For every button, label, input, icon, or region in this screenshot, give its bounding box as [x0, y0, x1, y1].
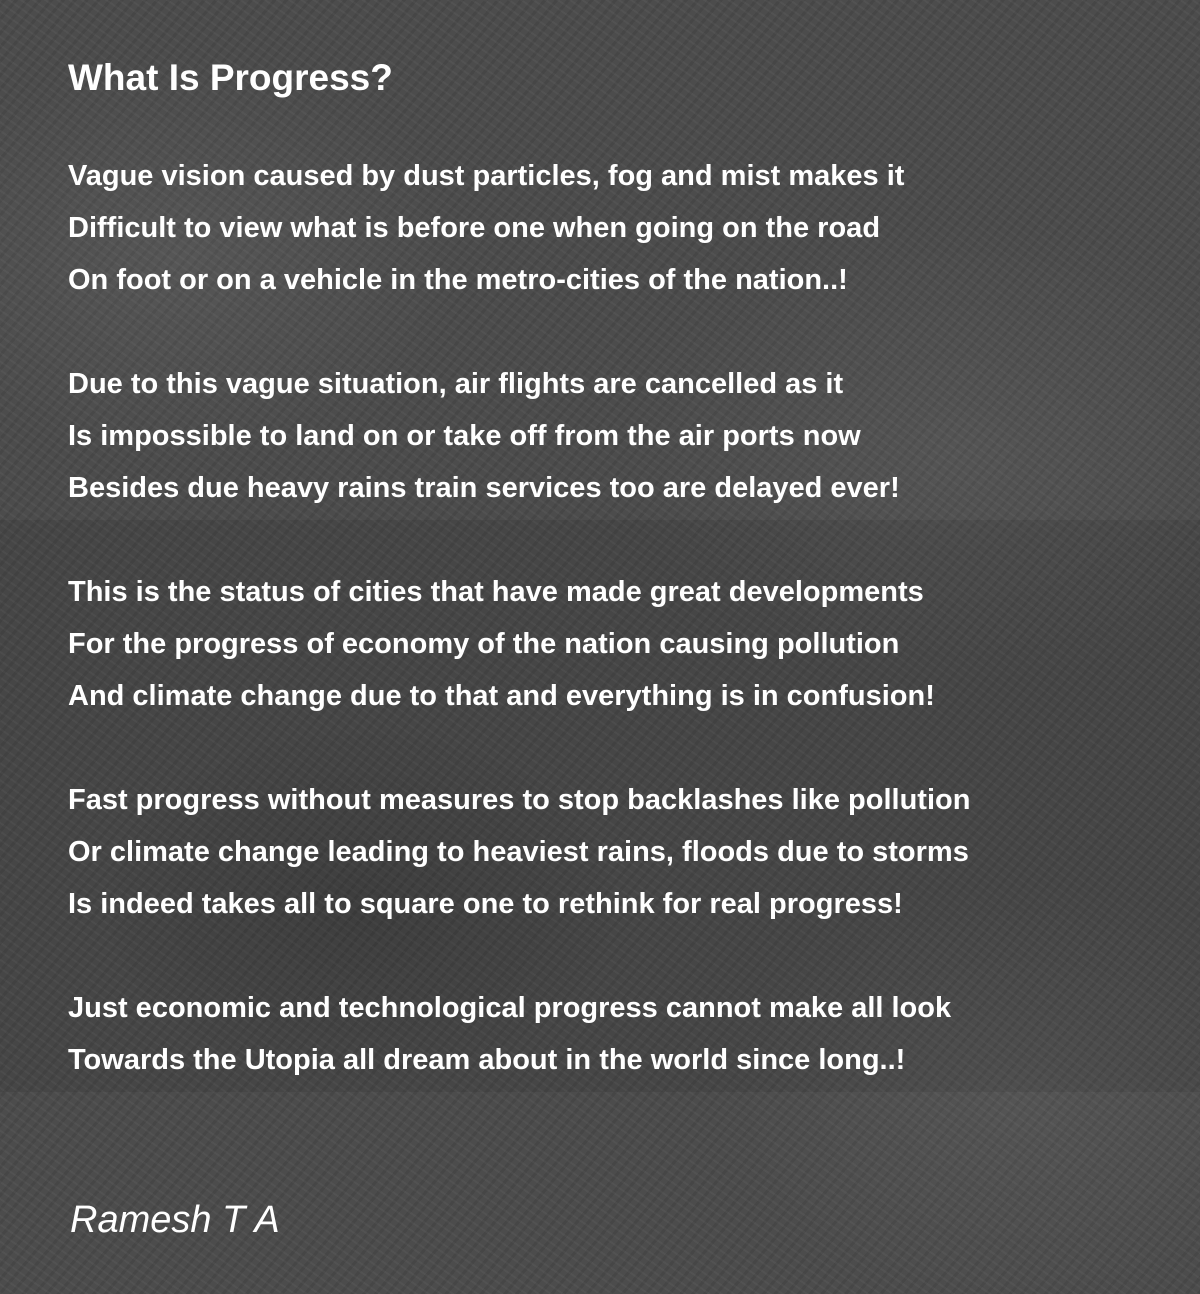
poem-line: Due to this vague situation, air flights are cancelled as it	[68, 368, 844, 400]
stanza	[68, 982, 1168, 1086]
poem-line: Fast progress without measures to stop backlashes like pollution	[68, 784, 971, 816]
stanza	[68, 566, 1168, 722]
poem-line: Just economic and technological progress cannot make all look	[68, 992, 952, 1024]
poem-line: Or climate change leading to heaviest rains, floods due to storms	[68, 836, 969, 868]
poem-body	[68, 150, 1168, 1138]
poem-title: What Is Progress?	[68, 57, 393, 98]
poem-line: Towards the Utopia all dream about in the world since long..!	[68, 1044, 906, 1076]
poem-line: Vague vision caused by dust particles, fog and mist makes it	[68, 160, 905, 192]
poem-line: Besides due heavy rains train services too are delayed ever!	[68, 472, 900, 504]
poem-line: Is indeed takes all to square one to rethink for real progress!	[68, 888, 903, 920]
stanza	[68, 774, 1168, 930]
stanza	[68, 150, 1168, 306]
poem-line: For the progress of economy of the nation causing pollution	[68, 628, 900, 660]
poem-line: Is impossible to land on or take off from the air ports now	[68, 420, 861, 452]
poem-author: Ramesh T A	[70, 1199, 280, 1241]
stanza	[68, 358, 1168, 514]
poem-line: On foot or on a vehicle in the metro-cities of the nation..!	[68, 264, 848, 296]
poem-line: This is the status of cities that have made great developments	[68, 576, 924, 608]
poem-line: And climate change due to that and everything is in confusion!	[68, 680, 935, 712]
poem-line: Difficult to view what is before one when going on the road	[68, 212, 881, 244]
